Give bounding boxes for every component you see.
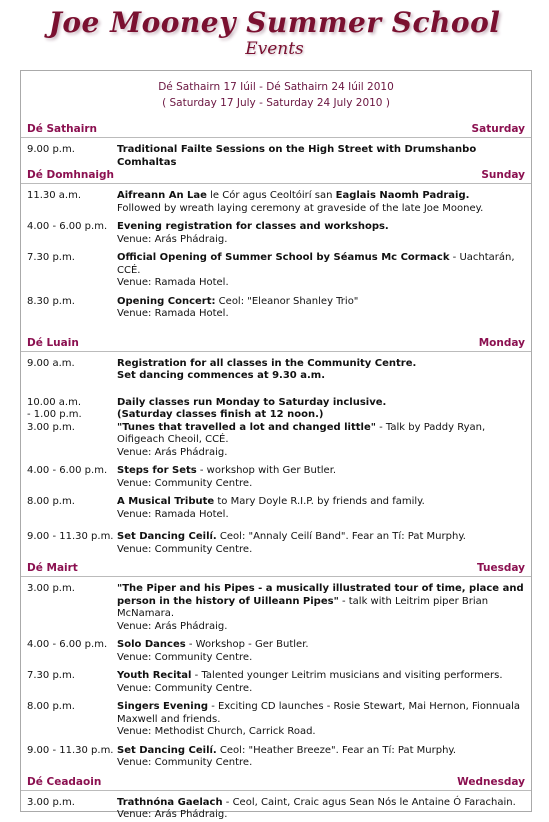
day-name-english: Wednesday (457, 775, 525, 788)
event-details (117, 745, 525, 770)
event-time: 9.00 - 11.30 p.m. (27, 531, 114, 542)
event-row (21, 221, 531, 246)
event-venue: Venue: Arás Phádraig. (117, 620, 228, 632)
event-title: Set Dancing Ceilí. (117, 744, 217, 756)
day-name-irish: Dé Mairt (27, 562, 78, 574)
event-time: 4.00 - 6.00 p.m. (27, 465, 108, 476)
event-venue: Venue: Ramada Hotel. (117, 508, 229, 520)
event-row (21, 252, 531, 290)
day-header-saturday (21, 123, 531, 138)
date-range (21, 79, 531, 111)
event-details (117, 358, 525, 383)
event-time: 9.00 a.m. (27, 357, 75, 369)
day-name-english: Sunday (481, 169, 525, 181)
event-row (21, 670, 531, 695)
event-row (21, 531, 531, 556)
event-title: Traditional Failte Sessions on the High Street with Drumshanbo Comhaltas (117, 144, 477, 168)
day-name-english: Saturday (471, 123, 525, 135)
event-details (117, 397, 525, 422)
event-details (117, 670, 525, 695)
event-venue: Venue: Community Centre. (117, 682, 253, 694)
event-details (117, 221, 525, 246)
event-time: 3.00 p.m. (27, 421, 75, 433)
event-description: - Talented younger Leitrim musicians and visiting performers. (191, 670, 503, 681)
event-description: - workshop with Ger Butler. (196, 465, 337, 476)
event-description: - Exciting CD launches - Rosie Stewart, Mai Hernon, Fionnuala Maxwell and friends. (117, 701, 520, 725)
day-name-english: Tuesday (477, 562, 525, 574)
event-time: 8.00 p.m. (27, 496, 75, 507)
event-row (21, 296, 531, 321)
event-description: - Uachtarán, CCÉ. (117, 252, 515, 276)
event-description: - talk with Leitrim piper Brian McNamara. (117, 595, 489, 619)
event-title: Steps for Sets (117, 465, 197, 476)
event-description: Ceol: "Eleanor Shanley Trio" (215, 295, 359, 307)
event-description: Ceol: "Heather Breeze". Fear an Tí: Pat Murphy. (216, 744, 457, 756)
day-header-wednesday (21, 776, 531, 791)
event-row (21, 745, 531, 770)
event-details (117, 531, 525, 556)
event-details (117, 190, 525, 215)
event-details (117, 701, 525, 739)
event-time: 7.30 p.m. (27, 252, 75, 263)
event-title: Set Dancing Ceilí. (117, 531, 217, 542)
event-row (21, 797, 531, 822)
event-title: Trathnóna Gaelach (117, 796, 223, 808)
event-row (21, 701, 531, 739)
event-title: Opening Concert: (117, 295, 216, 307)
event-venue: Venue: Arás Phádraig. (117, 233, 228, 245)
event-description: - Workshop - Ger Butler. (185, 639, 309, 650)
event-title: "The Piper and his Pipes - a musically illustrated tour of time, place and person in the history of Uilleann Pipes" (117, 583, 524, 607)
page-subtitle: Events (245, 39, 304, 59)
event-note: Set dancing commences at 9.30 a.m. (117, 370, 325, 381)
event-venue: Venue: Methodist Church, Carrick Road. (117, 726, 316, 737)
event-title: Daily classes run Monday to Saturday inclusive. (117, 396, 387, 408)
event-title: A Musical Tribute (117, 496, 215, 507)
day-name-english: Monday (478, 336, 525, 349)
event-location: Eaglais Naomh Padraig. (335, 190, 470, 201)
event-title: Singers Evening (117, 701, 209, 712)
event-venue: Venue: Arás Phádraig. (117, 446, 228, 458)
event-venue: Venue: Arás Phádraig. (117, 809, 228, 820)
event-venue: Venue: Ramada Hotel. (117, 277, 229, 288)
event-venue: Venue: Community Centre. (117, 477, 253, 489)
event-row (21, 397, 531, 422)
event-details (117, 797, 525, 822)
event-venue: Venue: Community Centre. (117, 651, 253, 663)
event-time: 3.00 p.m. (27, 796, 75, 808)
event-title: Youth Recital (117, 670, 192, 681)
event-row (21, 144, 531, 169)
event-description: Ceol: "Annaly Ceilí Band". Fear an Tí: Pat Murphy. (216, 531, 466, 542)
event-time: 8.00 p.m. (27, 701, 75, 712)
page-title: Joe Mooney Summer School (48, 6, 501, 39)
event-row (21, 358, 531, 383)
event-row (21, 583, 531, 633)
event-time: 10.00 a.m. - 1.00 p.m. (27, 396, 82, 420)
event-venue: Venue: Community Centre. (117, 757, 253, 768)
event-details (117, 422, 525, 460)
event-details (117, 496, 525, 521)
day-name-irish: Dé Luain (27, 336, 79, 349)
event-time: 9.00 p.m. (27, 144, 75, 155)
event-time: 11.30 a.m. (27, 190, 82, 201)
event-time: 4.00 - 6.00 p.m. (27, 221, 108, 232)
event-note: (Saturday classes finish at 12 noon.) (117, 409, 324, 420)
day-header-sunday (21, 169, 531, 184)
date-range-irish: Dé Sathairn 17 Iúil - Dé Sathairn 24 Iúil 2010 (158, 81, 394, 93)
event-description: to Mary Doyle R.I.P. by friends and family. (214, 496, 425, 507)
event-title: Official Opening of Summer School by Séamus Mc Cormack (117, 252, 450, 263)
event-row (21, 190, 531, 215)
event-title: Registration for all classes in the Community Centre. (117, 357, 417, 369)
event-time: 7.30 p.m. (27, 670, 75, 681)
event-details (117, 296, 525, 321)
event-description: Followed by wreath laying ceremony at graveside of the late Joe Mooney. (117, 202, 484, 214)
event-details (117, 144, 525, 169)
event-details (117, 583, 525, 633)
event-title: Solo Dances (117, 639, 186, 650)
day-header-tuesday (21, 562, 531, 577)
event-title: "Tunes that travelled a lot and changed little" (117, 421, 376, 433)
event-row (21, 465, 531, 490)
event-time: 3.00 p.m. (27, 583, 75, 594)
event-details (117, 252, 525, 290)
event-venue: Venue: Ramada Hotel. (117, 308, 229, 319)
event-venue: Venue: Community Centre. (117, 543, 253, 555)
events-panel (20, 70, 532, 820)
event-time: 8.30 p.m. (27, 295, 75, 307)
event-details (117, 639, 525, 664)
day-name-irish: Dé Ceadaoin (27, 775, 102, 788)
event-details (117, 465, 525, 490)
event-title: Aifreann An Lae (117, 190, 207, 201)
event-row (21, 422, 531, 460)
day-name-irish: Dé Domhnaigh (27, 169, 114, 181)
day-header-monday (21, 337, 531, 352)
event-description: - Talk by Paddy Ryan, Oifigeach Cheoil, CCÉ. (117, 421, 486, 445)
event-description: le Cór agus Ceoltóirí san (206, 190, 336, 201)
event-description: - Ceol, Caint, Craic agus Sean Nós le Antaine Ó Farachain. (222, 796, 516, 808)
event-row (21, 496, 531, 521)
event-time: 9.00 - 11.30 p.m. (27, 744, 114, 756)
date-range-english: ( Saturday 17 July - Saturday 24 July 2010 ) (162, 97, 390, 109)
event-time: 4.00 - 6.00 p.m. (27, 639, 108, 650)
event-title: Evening registration for classes and workshops. (117, 221, 389, 232)
event-row (21, 639, 531, 664)
day-name-irish: Dé Sathairn (27, 123, 97, 135)
